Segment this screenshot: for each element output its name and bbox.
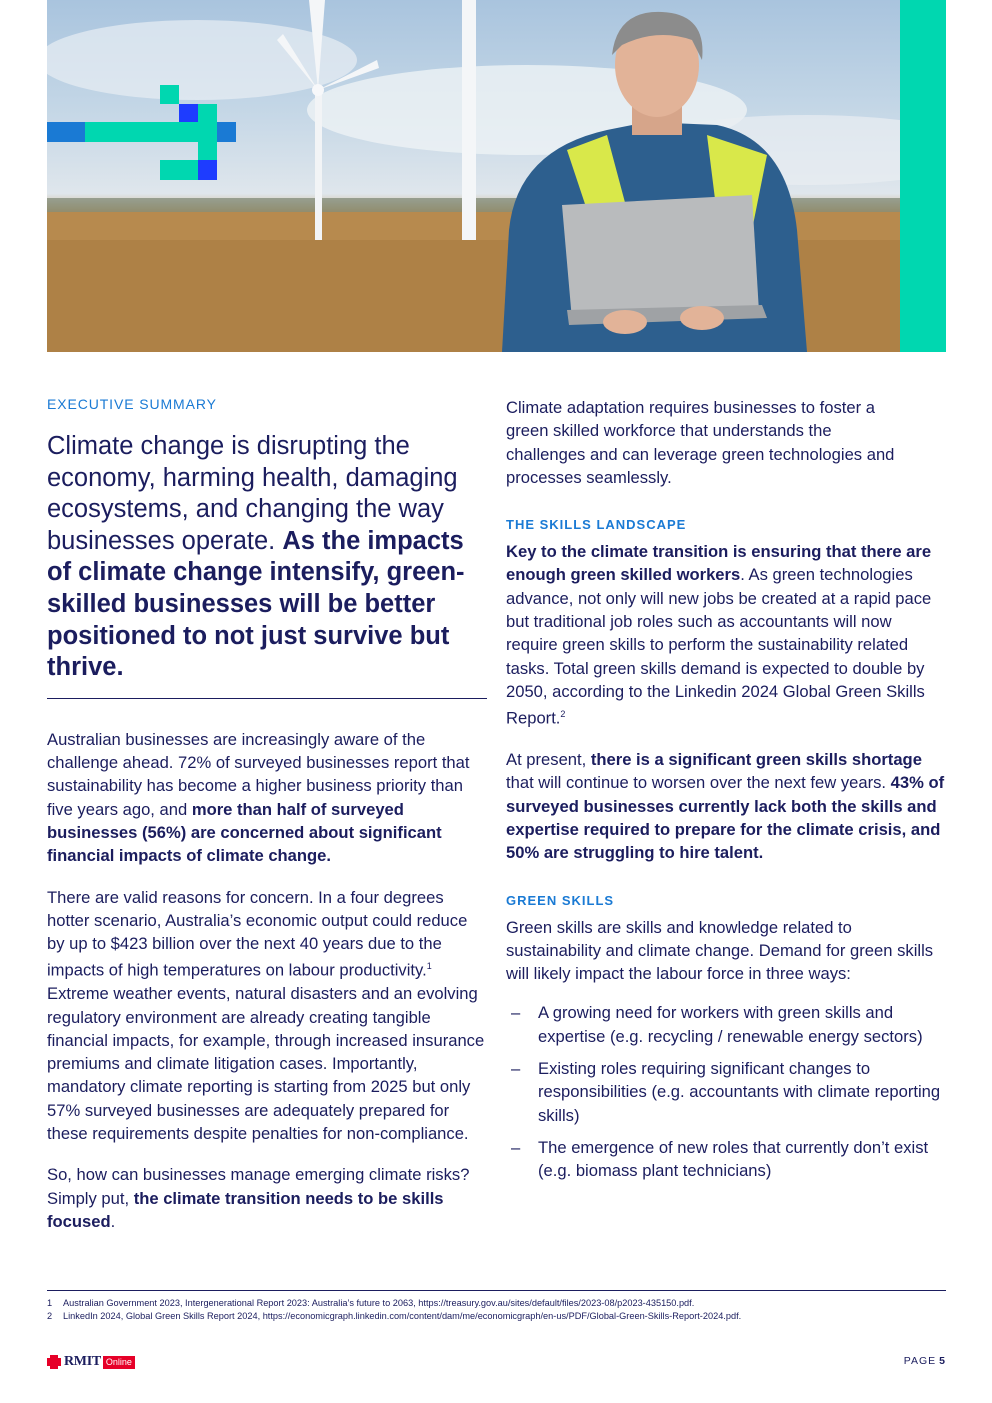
paragraph-text: At present, bbox=[506, 750, 591, 770]
logo-text: RMIT bbox=[64, 1354, 101, 1369]
paragraph-text: There are valid reasons for concern. In a four degrees hotter scenario, Australia’s economic output could reduce by up to $423 billion over the next 40 years due to the impacts of high temperatures on labour productivity. bbox=[47, 887, 468, 980]
paragraph-text: . bbox=[110, 1211, 116, 1231]
accent-bar bbox=[900, 0, 946, 352]
footnote-divider bbox=[47, 1290, 946, 1291]
footnote-text: Australian Government 2023, Intergenerational Report 2023: Australia’s future to 2063, https://treasury.gov.au/sites/default/files/2023-08/p2023-435150.pdf. bbox=[63, 1298, 695, 1308]
footnote-ref: 2 bbox=[560, 709, 566, 720]
left-column bbox=[47, 396, 487, 1233]
paragraph-bold: 43% of surveyed businesses currently lack both the skills and expertise required to prepare for the climate crisis, and 50% are struggling to hire talent. bbox=[506, 773, 945, 863]
hero-illustration bbox=[47, 0, 946, 352]
footnote-text: LinkedIn 2024, Global Green Skills Report 2024, https://economicgraph.linkedin.com/content/dam/me/economicgraph/en-us/PDF/Global-Green-Skills-Report-2024.pdf. bbox=[63, 1311, 742, 1321]
impact-list bbox=[506, 1001, 946, 1182]
footnote-number: 1 bbox=[47, 1298, 53, 1308]
dash-bullet: – bbox=[511, 1137, 521, 1157]
paragraph-shortage bbox=[506, 748, 946, 864]
paragraph-text: So, how can businesses manage emerging climate risks? Simply put, bbox=[47, 1165, 470, 1208]
paragraph-bold: Key to the climate transition is ensuring that there are enough green skilled workers bbox=[506, 542, 932, 585]
wind-turbine-icon bbox=[462, 0, 476, 240]
list-item bbox=[506, 1057, 946, 1127]
list-item-text: Existing roles requiring significant changes to responsibilities (e.g. accountants with climate reporting skills) bbox=[538, 1059, 941, 1125]
person-with-laptop bbox=[502, 12, 807, 352]
footnote bbox=[47, 1310, 946, 1323]
dash-bullet: – bbox=[511, 1003, 521, 1023]
section-eyebrow: EXECUTIVE SUMMARY bbox=[47, 396, 217, 412]
paragraph-bold: more than half of surveyed businesses (56%) are concerned about significant financial impacts of climate change. bbox=[47, 799, 442, 866]
lead-bold: As the impacts of climate change intensify, green-skilled businesses will be better positioned to not just survive but thrive. bbox=[47, 526, 465, 682]
page-number-value: 5 bbox=[939, 1355, 946, 1367]
dash-bullet: – bbox=[511, 1059, 521, 1079]
list-item-text: The emergence of new roles that currently don’t exist (e.g. biomass plant technicians) bbox=[538, 1137, 929, 1181]
paragraph-green-skills: Green skills are skills and knowledge related to sustainability and climate change. Demand for green skills will likely impact the labour force in three ways: bbox=[506, 917, 934, 984]
paragraph-text: Extreme weather events, natural disasters and an evolving regulatory environment are already creating tangible financial impacts, for example, through increased insurance premiums and climate litigation cases. Importantly, mandatory climate reporting is starting from 2025 but only 57% surveyed businesses are adequately prepared for these requirements despite penalties for non-compliance. bbox=[47, 984, 485, 1144]
paragraph-intro: Climate adaptation requires businesses to foster a green skilled workforce that understands the challenges and can leverage green technologies and processes seamlessly. bbox=[506, 398, 895, 487]
heading-green-skills: GREEN SKILLS bbox=[506, 892, 615, 908]
hero-image bbox=[47, 0, 946, 352]
paragraph-concern bbox=[47, 886, 487, 1146]
logo-badge: Online bbox=[103, 1356, 135, 1369]
page-label: PAGE bbox=[903, 1355, 937, 1367]
paragraph-question bbox=[47, 1163, 487, 1233]
page-number bbox=[904, 1355, 946, 1367]
paragraph-landscape bbox=[506, 540, 946, 730]
paragraph-awareness bbox=[47, 728, 487, 868]
rmit-pixel-icon bbox=[47, 1355, 61, 1369]
lead-statement bbox=[47, 431, 487, 684]
divider bbox=[47, 698, 487, 699]
lead-plain: Climate change is disrupting the economy, harming health, damaging ecosystems, and changing the way businesses operate. bbox=[47, 432, 458, 555]
list-item bbox=[506, 1001, 946, 1048]
rmit-online-logo bbox=[47, 1354, 135, 1370]
right-column bbox=[506, 396, 946, 1192]
footnote-number: 2 bbox=[47, 1311, 53, 1321]
paragraph-text: Australian businesses are increasingly aware of the challenge ahead. 72% of surveyed businesses report that sustainability has become a higher business priority than five years ago, and bbox=[47, 729, 470, 819]
footnotes bbox=[47, 1297, 946, 1323]
paragraph-text: . As green technologies advance, not only will new jobs be created at a rapid pace but traditional job roles such as accountants will now require green skills to perform the sustainability related tasks. Total green skills demand is expected to double by 2050, according to the Linkedin 2024 Global Green Skills Report. bbox=[506, 565, 932, 728]
paragraph-bold: there is a significant green skills shortage bbox=[590, 750, 922, 770]
list-item bbox=[506, 1136, 946, 1183]
list-item-text: A growing need for workers with green skills and expertise (e.g. recycling / renewable energy sectors) bbox=[538, 1003, 923, 1046]
paragraph-text: that will continue to worsen over the next few years. bbox=[506, 773, 891, 793]
footnote-ref: 1 bbox=[426, 961, 432, 972]
footnote bbox=[47, 1297, 946, 1310]
heading-skills-landscape: THE SKILLS LANDSCAPE bbox=[506, 517, 687, 533]
paragraph-bold: the climate transition needs to be skills focused bbox=[47, 1188, 444, 1231]
